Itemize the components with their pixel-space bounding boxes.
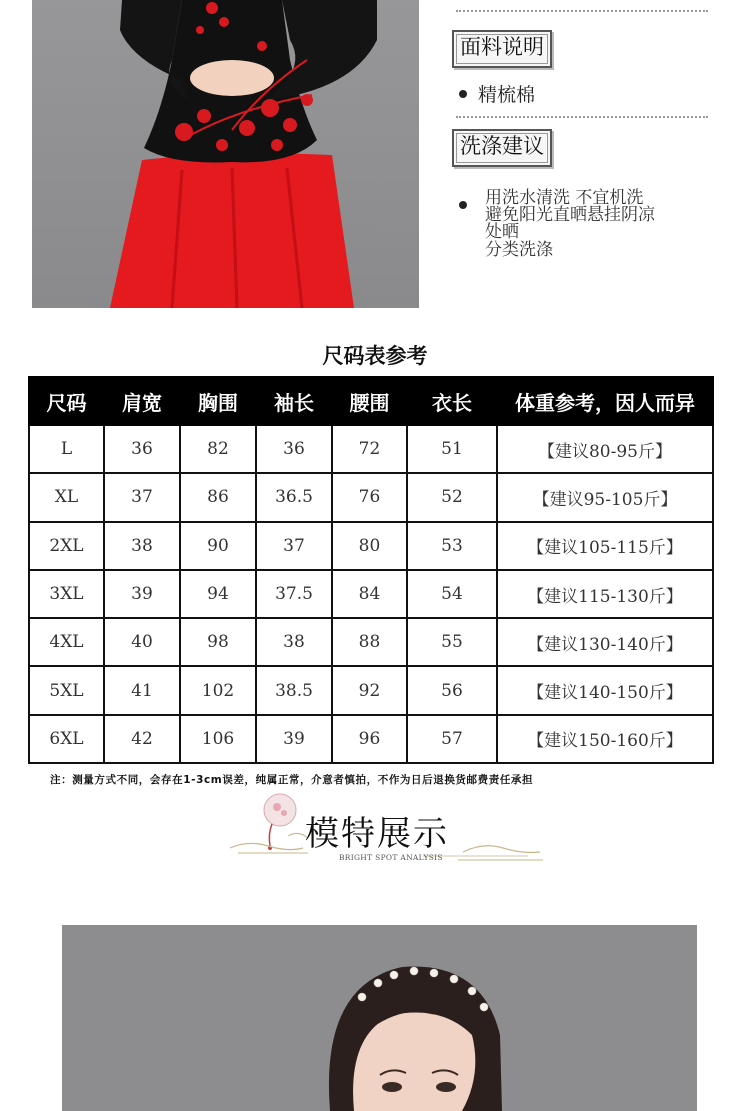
divider-top <box>456 10 708 12</box>
bullet-icon <box>459 201 467 209</box>
header-weight: 体重参考，因人而异 <box>497 377 713 425</box>
cell-sleeve: 37.5 <box>256 570 332 618</box>
cell-size: 4XL <box>29 618 104 666</box>
cell-length: 54 <box>407 570 497 618</box>
cell-shoulder: 37 <box>104 473 180 521</box>
product-photo-top <box>32 0 419 308</box>
cell-bust: 106 <box>180 715 256 763</box>
cell-length: 56 <box>407 666 497 714</box>
cell-length: 51 <box>407 425 497 473</box>
cell-waist: 96 <box>332 715 407 763</box>
table-row <box>29 715 713 763</box>
washing-line-3: 处晒 <box>485 222 519 242</box>
header-waist: 腰围 <box>332 377 407 425</box>
cell-length: 57 <box>407 715 497 763</box>
cell-bust: 102 <box>180 666 256 714</box>
cell-bust: 90 <box>180 522 256 570</box>
header-length: 衣长 <box>407 377 497 425</box>
fabric-heading: 面料说明 <box>452 30 552 68</box>
cell-waist: 80 <box>332 522 407 570</box>
cell-sleeve: 36.5 <box>256 473 332 521</box>
cell-size: XL <box>29 473 104 521</box>
washing-line-1: 用洗水清洗 不宜机洗 <box>485 188 644 208</box>
cell-weight: 【建议130-140斤】 <box>497 618 713 666</box>
cell-size: 3XL <box>29 570 104 618</box>
cell-waist: 92 <box>332 666 407 714</box>
cell-size: 5XL <box>29 666 104 714</box>
cell-sleeve: 38.5 <box>256 666 332 714</box>
cell-size: 2XL <box>29 522 104 570</box>
cell-sleeve: 38 <box>256 618 332 666</box>
cell-weight: 【建议105-115斤】 <box>497 522 713 570</box>
model-photo <box>62 925 697 1111</box>
cell-waist: 88 <box>332 618 407 666</box>
bullet-icon <box>459 90 467 98</box>
header-sleeve: 袖长 <box>256 377 332 425</box>
header-shoulder: 肩宽 <box>104 377 180 425</box>
washing-line-4: 分类洗涤 <box>485 240 553 260</box>
cell-shoulder: 41 <box>104 666 180 714</box>
cell-bust: 98 <box>180 618 256 666</box>
cell-length: 52 <box>407 473 497 521</box>
washing-heading: 洗涤建议 <box>452 129 552 167</box>
cell-shoulder: 42 <box>104 715 180 763</box>
cell-bust: 86 <box>180 473 256 521</box>
cell-size: 6XL <box>29 715 104 763</box>
size-chart-table <box>28 376 714 764</box>
table-row <box>29 618 713 666</box>
fabric-item: 精梳棉 <box>478 84 536 106</box>
divider-middle <box>456 116 708 118</box>
cell-weight: 【建议140-150斤】 <box>497 666 713 714</box>
cell-length: 55 <box>407 618 497 666</box>
table-row <box>29 570 713 618</box>
cell-bust: 82 <box>180 425 256 473</box>
model-section-subtitle: BRIGHT SPOT ANALYSIS <box>339 853 443 862</box>
cell-weight: 【建议95-105斤】 <box>497 473 713 521</box>
header-bust: 胸围 <box>180 377 256 425</box>
cell-length: 53 <box>407 522 497 570</box>
cell-shoulder: 39 <box>104 570 180 618</box>
washing-line-2: 避免阳光直晒悬挂阴凉 <box>485 205 655 225</box>
cell-waist: 72 <box>332 425 407 473</box>
cell-sleeve: 37 <box>256 522 332 570</box>
measurement-note: 注：测量方式不同，会存在1-3cm误差，纯属正常，介意者慎拍，不作为日后退换货邮费责任承担 <box>50 774 534 786</box>
cell-bust: 94 <box>180 570 256 618</box>
table-row <box>29 666 713 714</box>
cell-size: L <box>29 425 104 473</box>
cell-waist: 84 <box>332 570 407 618</box>
table-row <box>29 473 713 521</box>
cell-weight: 【建议115-130斤】 <box>497 570 713 618</box>
model-section-title: 模特展示 <box>305 814 449 854</box>
cell-shoulder: 40 <box>104 618 180 666</box>
cell-sleeve: 36 <box>256 425 332 473</box>
size-chart-title: 尺码表参考 <box>322 344 428 368</box>
cell-shoulder: 36 <box>104 425 180 473</box>
cell-sleeve: 39 <box>256 715 332 763</box>
cell-waist: 76 <box>332 473 407 521</box>
cell-shoulder: 38 <box>104 522 180 570</box>
table-row <box>29 522 713 570</box>
cell-weight: 【建议80-95斤】 <box>497 425 713 473</box>
header-size: 尺码 <box>29 377 104 425</box>
table-row <box>29 425 713 473</box>
size-chart-header-row <box>29 377 713 425</box>
cell-weight: 【建议150-160斤】 <box>497 715 713 763</box>
